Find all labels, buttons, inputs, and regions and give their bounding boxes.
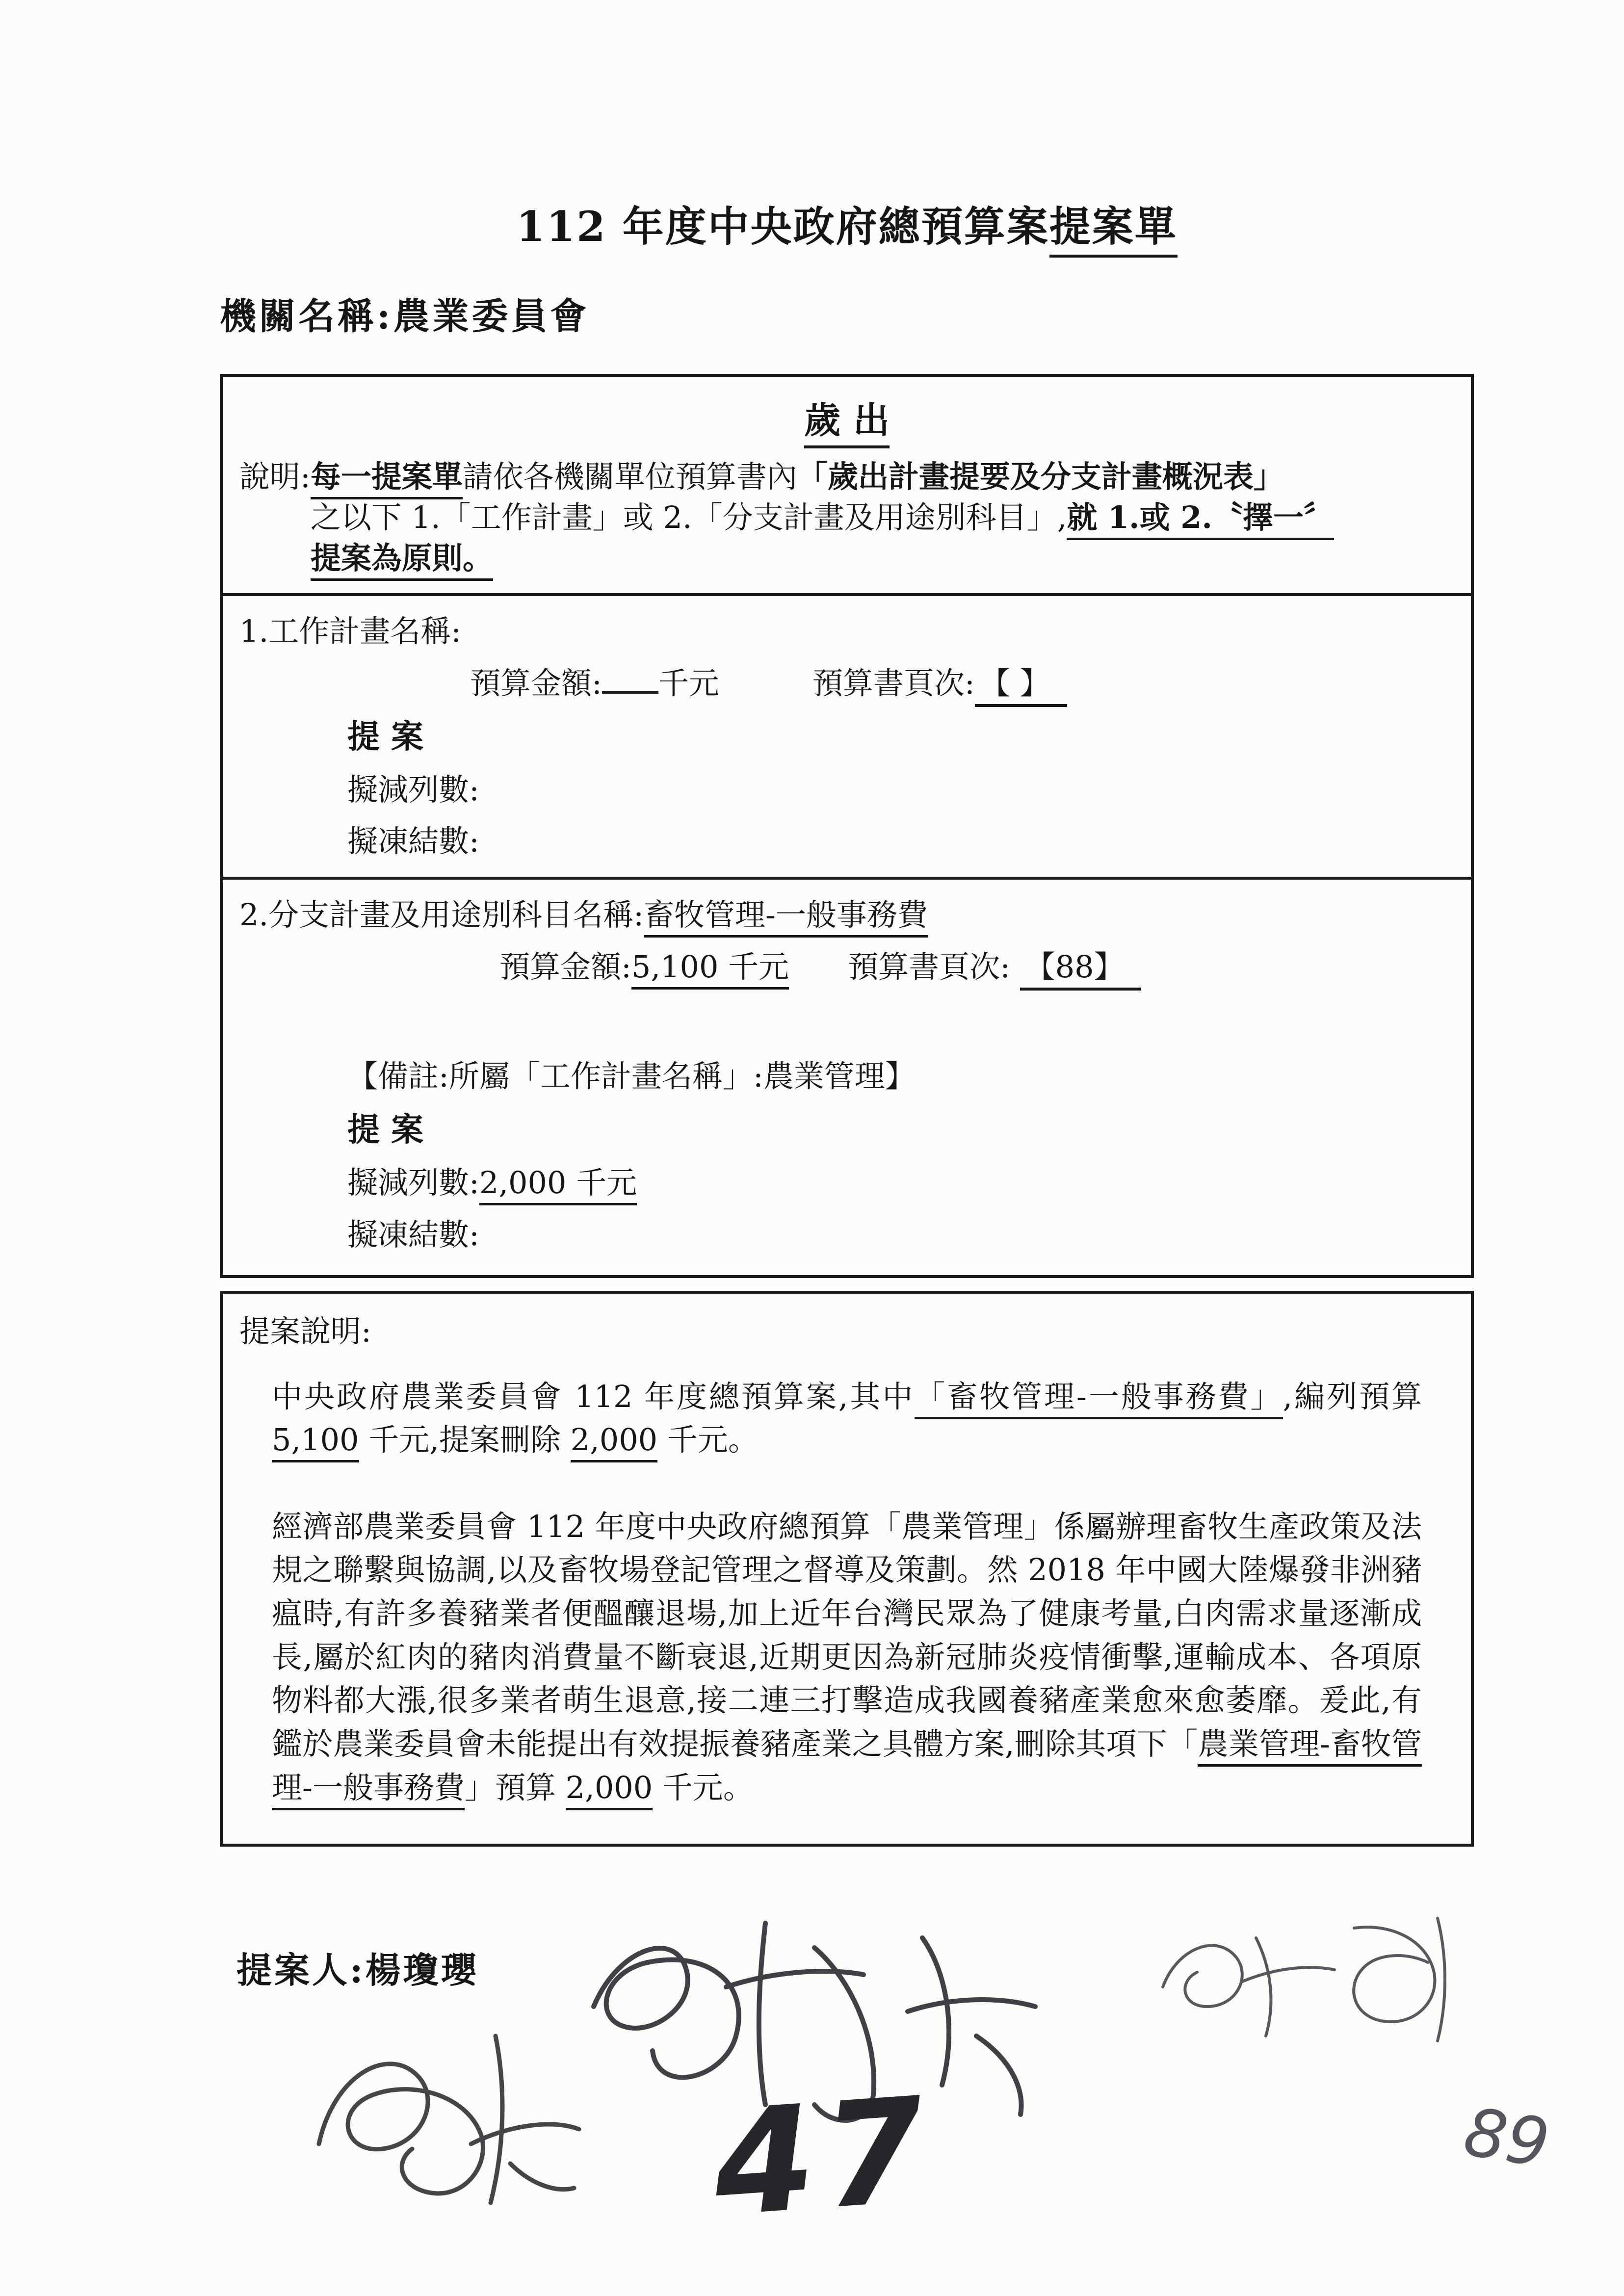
work-plan-freeze-row <box>239 821 1454 862</box>
document-title-emphasis: 提案單 <box>1049 202 1178 258</box>
sub-plan-freeze-row <box>239 1214 1454 1255</box>
budget-amount-unit: 千元 <box>658 665 719 701</box>
p2-cut-amount: 2,000 <box>566 1770 653 1810</box>
instructions-label: 說明: <box>239 459 311 495</box>
budget-amount-value: 5,100 千元 <box>631 949 789 990</box>
freeze-amount-label: 擬凍結數: <box>347 1216 479 1252</box>
budget-page-label: 預算書頁次: <box>812 665 975 701</box>
handwritten-corner-number: 89 <box>1459 2093 1555 2183</box>
p1-cut-amount: 2,000 <box>571 1422 658 1462</box>
agency-name: 機關名稱:農業委員會 <box>220 295 590 338</box>
budget-amount-label: 預算金額: <box>499 948 631 985</box>
proposal-explanation-box <box>220 1291 1474 1847</box>
sub-plan-budget-row <box>239 946 1454 988</box>
proposal-explanation-label: 提案說明: <box>239 1313 371 1349</box>
section-divider <box>223 593 1471 596</box>
p1-item-name: 「畜牧管理-一般事務費」 <box>915 1379 1283 1419</box>
instructions-seg-options: 之以下 1.「工作計畫」或 2.「分支計畫及用途別科目」, <box>310 499 1067 536</box>
signature-scribble-left <box>319 2036 579 2203</box>
p2-text: 千元。 <box>653 1769 754 1805</box>
p2-text: 經濟部農業委員會 112 年度中央政府總預算「農業管理」係屬辦理畜牧生產政策及法規之聯繫與協調,以及畜牧場登記管理之督導及策劃。然 2018 年中國大陸爆發非洲豬瘟時,有許多養豬業者便醞釀退場,加上近年台灣民眾為了健康考量,白肉需求量逐漸成長,屬於紅肉的豬肉消費量不斷衰退,近期更因為新冠肺炎疫情衝擊,運輸成本、各項原物料都大漲,很多業者萌生退意,接二連三打擊造成我國養豬產業愈來愈萎靡。爰此,有鑑於農業委員會未能提出有效提振養豬產業之具體方案,刪除其項下「 <box>272 1508 1422 1762</box>
proposer-name: 提案人:楊瓊瓔 <box>236 1949 479 1991</box>
p1-text: 中央政府農業委員會 112 年度總預算案,其中 <box>272 1378 915 1414</box>
work-plan-name-row <box>239 611 1454 652</box>
freeze-amount-label: 擬凍結數: <box>347 823 479 860</box>
sub-plan-name-row <box>239 894 1454 936</box>
work-plan-budget-row <box>239 663 1454 704</box>
signature-scribble-right <box>1163 1918 1445 2041</box>
p1-text: 千元。 <box>657 1422 759 1458</box>
expenditure-section-title-text: 歲 出 <box>804 399 890 448</box>
sub-plan-name-value: 畜牧管理-一般事務費 <box>644 897 928 938</box>
budget-amount-blank-field <box>602 664 658 694</box>
signature-area <box>0 1889 1624 2296</box>
document-title <box>220 194 1474 253</box>
remark-text: 【備註:所屬「工作計畫名稱」:農業管理】 <box>347 1058 916 1095</box>
sub-plan-proposal-heading: 提 案 <box>347 1110 423 1149</box>
instructions-seg-principle: 提案為原則。 <box>311 540 493 581</box>
sub-plan-section <box>239 894 1454 1255</box>
sub-plan-name-label: 2.分支計畫及用途別科目名稱: <box>239 897 644 933</box>
form-content <box>220 194 1474 1847</box>
budget-amount-label: 預算金額: <box>470 665 602 701</box>
p1-text: ,編列預算 <box>1283 1378 1422 1414</box>
instructions <box>239 456 1454 578</box>
instructions-text <box>311 456 1454 578</box>
expenditure-box <box>220 374 1474 1278</box>
proposal-explanation-paragraph-2 <box>272 1505 1422 1810</box>
section-divider <box>223 877 1471 880</box>
instructions-seg-each-form: 每一提案單 <box>311 459 463 499</box>
work-plan-section <box>239 611 1454 862</box>
sub-plan-remark-row <box>239 1056 1454 1097</box>
budget-page-value: 【88】 <box>1020 949 1141 991</box>
instructions-seg-table-name: 「歲出計畫提要及分支計畫概況表」 <box>797 459 1284 495</box>
work-plan-reduce-row <box>239 769 1454 810</box>
p2-item-name: 農業管理-畜牧管理-一般事務費 <box>272 1726 1422 1810</box>
expenditure-section-title <box>239 391 1454 444</box>
work-plan-name-label: 1.工作計畫名稱: <box>239 613 462 650</box>
budget-page-value: 【 】 <box>975 665 1067 707</box>
work-plan-proposal-heading: 提 案 <box>347 717 423 756</box>
reduce-amount-label: 擬減列數: <box>347 1165 479 1201</box>
instructions-seg-per-agency: 請依各機關單位預算書內 <box>462 459 797 495</box>
budget-page-label: 預算書頁次: <box>848 948 1010 985</box>
proposal-explanation-paragraph-1 <box>272 1375 1422 1462</box>
handwritten-number-47: 47 <box>708 2065 939 2249</box>
document-title-text: 112 年度中央政府總預算案 <box>516 202 1049 251</box>
p1-budget-amount: 5,100 <box>272 1422 359 1462</box>
sub-plan-reduce-row <box>239 1162 1454 1203</box>
instructions-seg-choose-one: 就 1.或 2.〝擇一〞 <box>1067 499 1334 540</box>
p2-text: 」預算 <box>464 1769 566 1805</box>
reduce-amount-value: 2,000 千元 <box>479 1165 637 1205</box>
reduce-amount-label: 擬減列數: <box>347 771 479 808</box>
p1-text: 千元,提案刪除 <box>359 1422 571 1458</box>
